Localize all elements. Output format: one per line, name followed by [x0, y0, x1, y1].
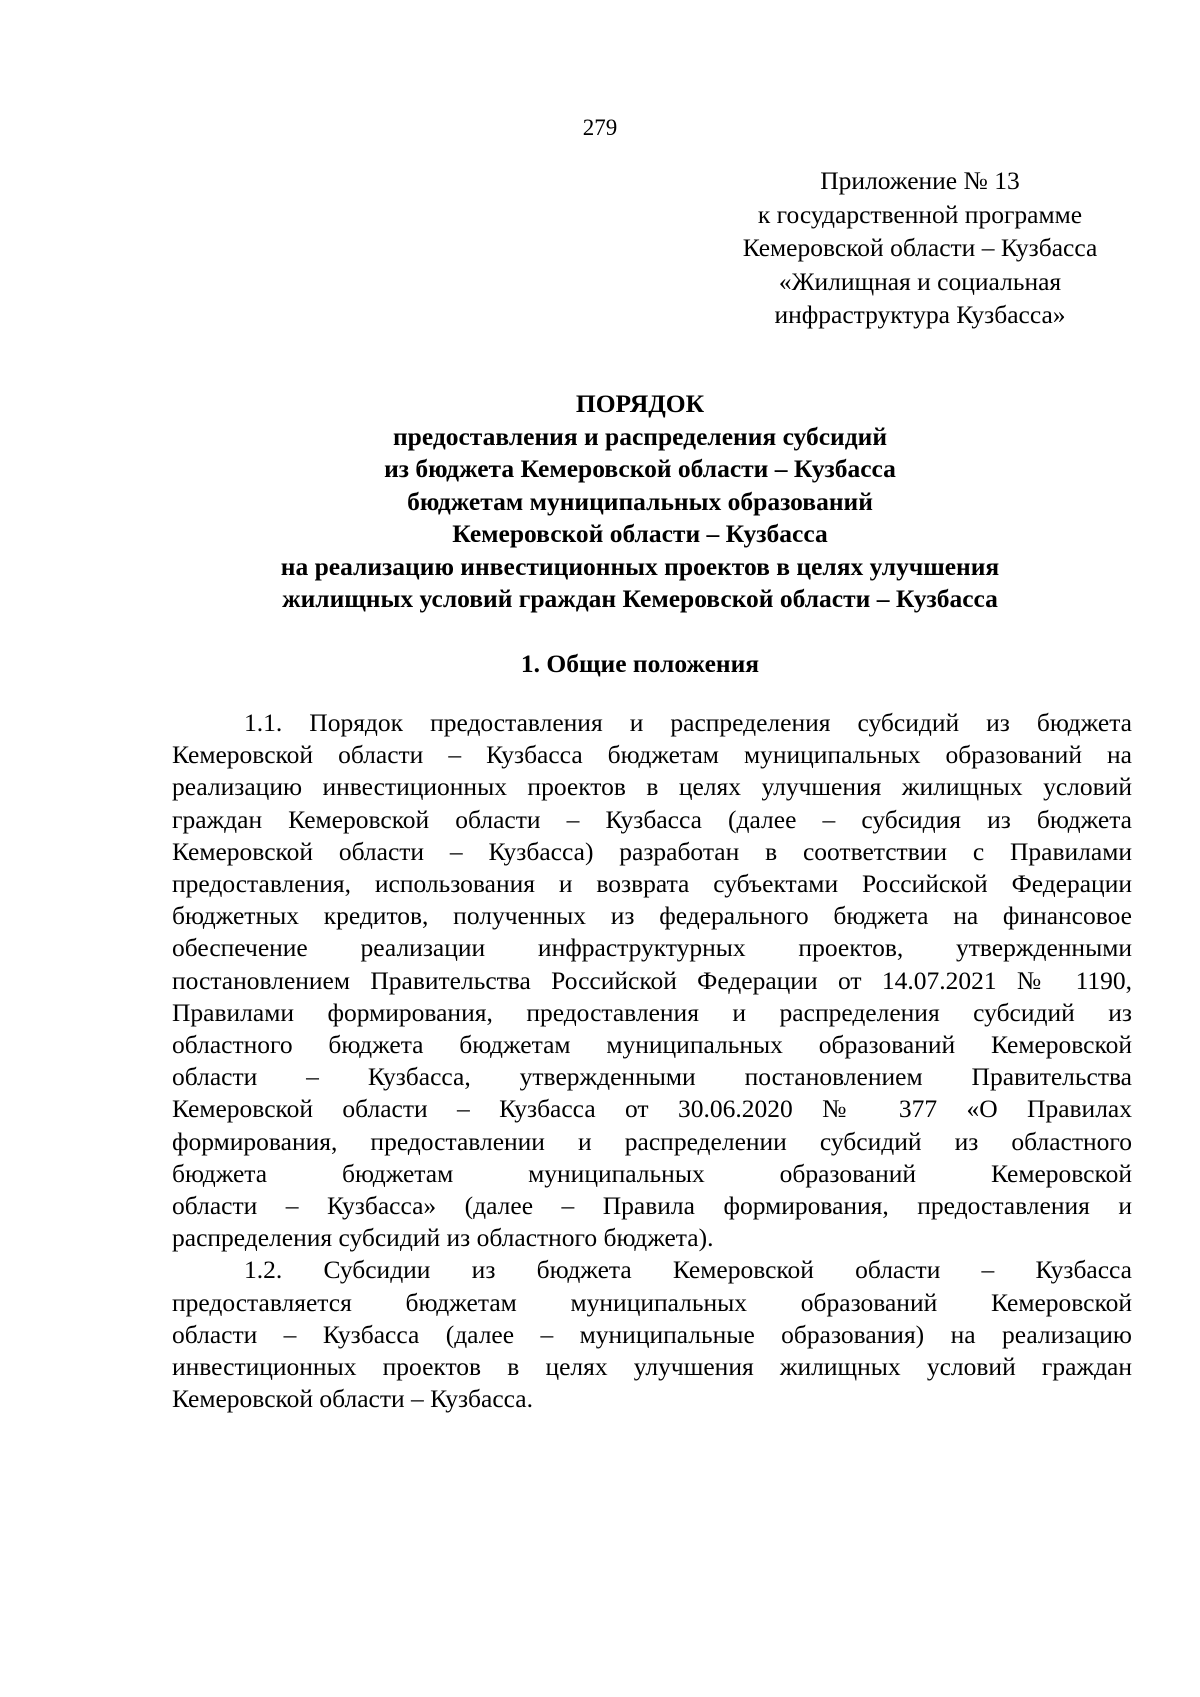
- text-line: 1.1. Порядок предоставления и распределения субсидий из бюджета: [244, 708, 1132, 737]
- text-line: бюджета бюджетам муниципальных образований Кемеровской: [172, 1158, 1132, 1188]
- text-line: бюджетных кредитов, полученных из федерального бюджета на финансовое: [172, 901, 1132, 931]
- text-line: областного бюджета бюджетам муниципальных образований Кемеровской: [172, 1030, 1132, 1060]
- text-line: реализацию инвестиционных проектов в целях улучшения жилищных условий: [172, 772, 1132, 802]
- section-heading: 1. Общие положения: [520, 649, 760, 678]
- title-line: на реализацию инвестиционных проектов в целях улучшения: [280, 551, 1000, 581]
- page-number: 279: [582, 115, 618, 140]
- text-line: Кемеровской области – Кузбасса.: [172, 1384, 533, 1414]
- text-line: граждан Кемеровской области – Кузбасса (далее – субсидия из бюджета: [172, 804, 1132, 834]
- text-line: распределения субсидий из областного бюджета).: [172, 1223, 714, 1253]
- text-line: Правилами формирования, предоставления и распределения субсидий из: [172, 997, 1132, 1027]
- annex-line: Кемеровской области – Кузбасса: [742, 233, 1098, 262]
- text-line: постановлением Правительства Российской Федерации от 14.07.2021 № 1190,: [172, 965, 1132, 995]
- text-line: Кемеровской области – Кузбасса от 30.06.2020 № 377 «О Правилах: [172, 1094, 1132, 1124]
- text-line: предоставляется бюджетам муниципальных образований Кемеровской: [172, 1287, 1132, 1317]
- paragraph: [172, 1254, 1132, 1415]
- document-title: [160, 388, 1120, 616]
- text-line: инвестиционных проектов в целях улучшения жилищных условий граждан: [172, 1352, 1132, 1382]
- text-line: Кемеровской области – Кузбасса бюджетам муниципальных образований на: [172, 740, 1132, 770]
- title-line: жилищных условий граждан Кемеровской области – Кузбасса: [282, 584, 998, 613]
- paragraph: [172, 707, 1132, 1254]
- title-line: ПОРЯДОК: [575, 389, 705, 418]
- title-line: предоставления и распределения субсидий: [392, 421, 888, 451]
- annex-line: инфраструктура Кузбасса»: [774, 300, 1066, 329]
- text-line: области – Кузбасса (далее – муниципальные образования) на реализацию: [172, 1319, 1132, 1349]
- text-line: области – Кузбасса, утвержденными постановлением Правительства: [172, 1062, 1132, 1092]
- text-line: области – Кузбасса» (далее – Правила формирования, предоставления и: [172, 1191, 1132, 1221]
- annex-line: к государственной программе: [757, 199, 1083, 229]
- text-line: Кемеровской области – Кузбасса) разработан в соответствии с Правилами: [172, 836, 1132, 866]
- title-line: из бюджета Кемеровской области – Кузбасса: [384, 454, 896, 483]
- section-body: [172, 707, 1132, 1415]
- text-line: предоставления, использования и возврата субъектами Российской Федерации: [172, 869, 1132, 899]
- title-line: Кемеровской области – Кузбасса: [452, 519, 828, 548]
- text-line: формирования, предоставлении и распределении субсидий из областного: [172, 1126, 1132, 1156]
- title-line: бюджетам муниципальных образований: [407, 486, 873, 516]
- annex-line: «Жилищная и социальная: [778, 266, 1062, 296]
- annex-line: Приложение № 13: [820, 166, 1020, 195]
- annex-block: [700, 164, 1140, 332]
- text-line: 1.2. Субсидии из бюджета Кемеровской области – Кузбасса: [244, 1255, 1132, 1285]
- text-line: обеспечение реализации инфраструктурных проектов, утвержденными: [172, 933, 1132, 963]
